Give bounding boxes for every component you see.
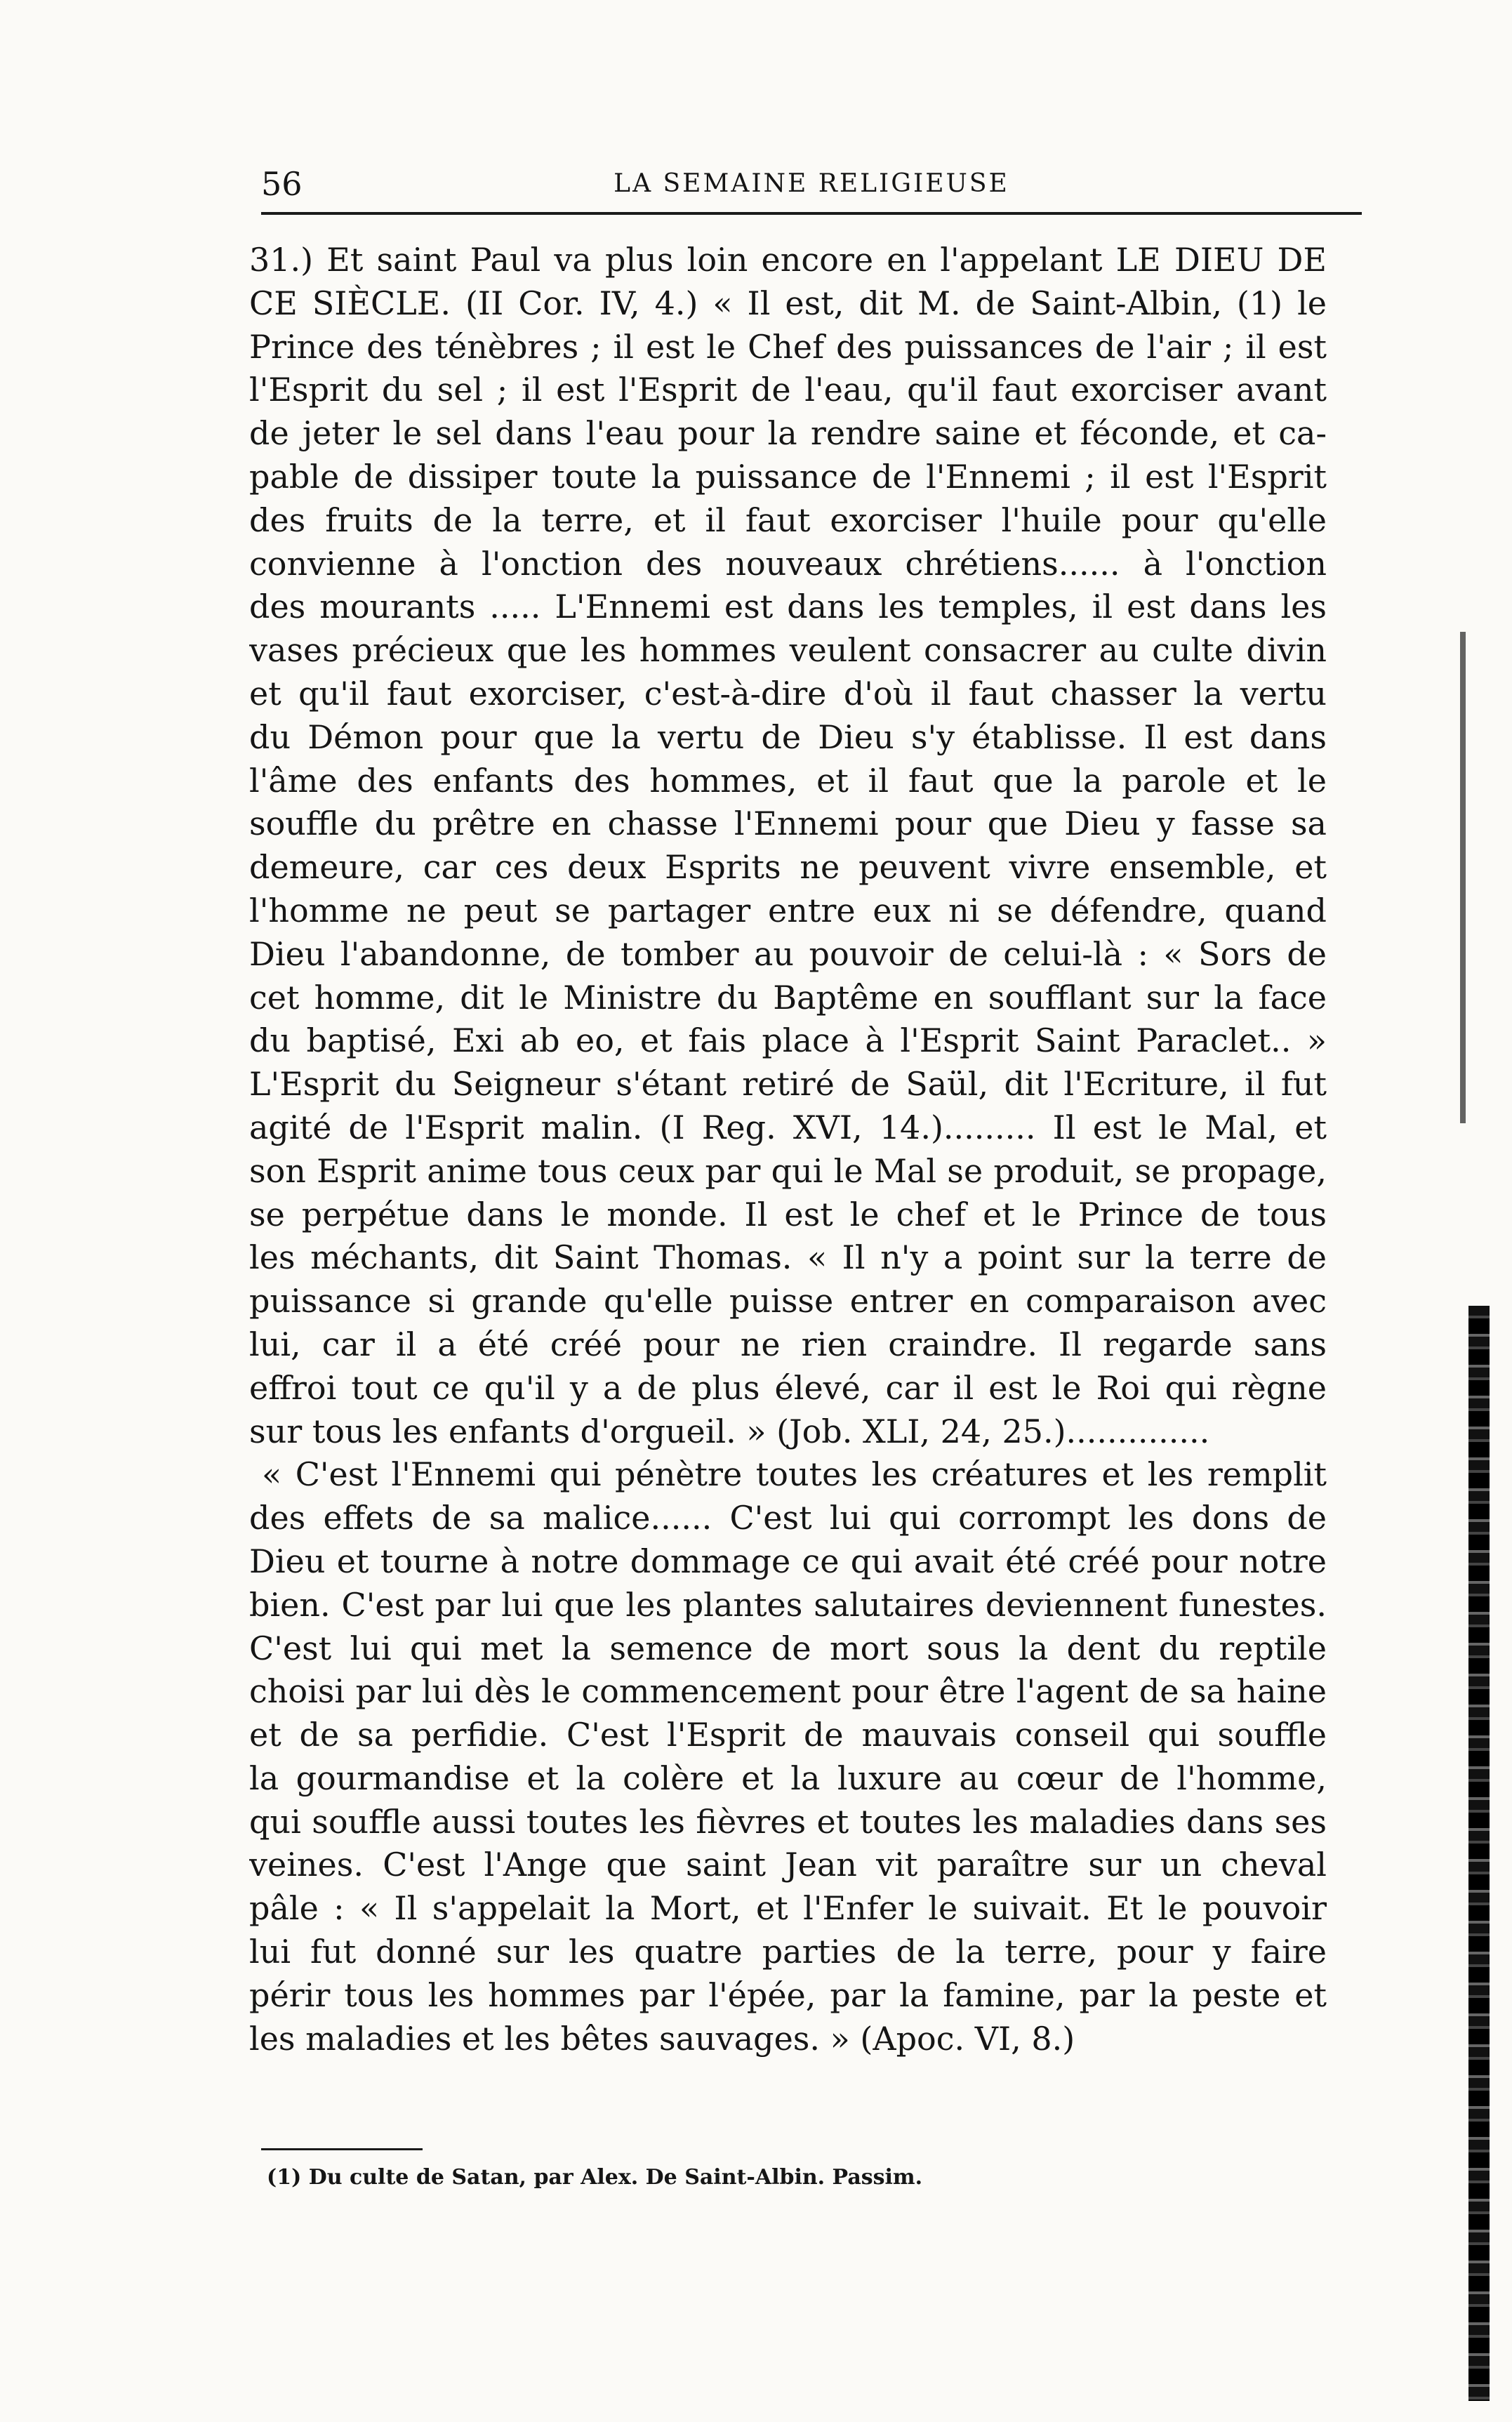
journal-title: LA SEMAINE RELIGIEUSE <box>614 169 1009 198</box>
header-rule <box>261 212 1362 215</box>
text-line: les méchants, dit Saint Thomas. « Il n'y a point sur la terre de <box>249 1238 1327 1277</box>
text-line: lui, car il a été créé pour ne rien craindre. Il regarde sans <box>249 1325 1327 1363</box>
paragraph <box>249 239 1327 1453</box>
text-line: des mourants ..... L'Ennemi est dans les temples, il est dans les <box>249 588 1327 626</box>
footnote: (1) Du culte de Satan, par Alex. De Saint-Albin. Passim. <box>267 2165 923 2190</box>
text-line: du baptisé, Exi ab eo, et fais place à l'Esprit Saint Paraclet.. » <box>249 1021 1327 1060</box>
text-line: CE SIÈCLE. (II Cor. IV, 4.) « Il est, dit M. de Saint-Albin, (1) le <box>249 284 1327 322</box>
text-line: et qu'il faut exorciser, c'est-à-dire d'où il faut chasser la vertu <box>249 674 1327 713</box>
text-line: du Démon pour que la vertu de Dieu s'y établisse. Il est dans <box>249 717 1327 756</box>
text-line: lui fut donné sur les quatre parties de la terre, pour y faire <box>249 1933 1327 1971</box>
body-text <box>249 239 1327 2060</box>
text-line: C'est lui qui met la semence de mort sous la dent du reptile <box>249 1629 1327 1667</box>
text-line: l'homme ne peut se partager entre eux ni se défendre, quand <box>249 891 1327 929</box>
text-line: Prince des ténèbres ; il est le Chef des puissances de l'air ; il est <box>249 327 1327 366</box>
footnote-rule <box>261 2148 423 2150</box>
text-line: Dieu l'abandonne, de tomber au pouvoir de celui-là : « Sors de <box>249 934 1327 973</box>
paragraph <box>249 1453 1327 2060</box>
text-line: bien. C'est par lui que les plantes salutaires deviennent funestes. <box>249 1585 1327 1624</box>
text-line: des effets de sa malice...... C'est lui qui corrompt les dons de <box>249 1499 1327 1537</box>
text-line: effroi tout ce qu'il y a de plus élevé, car il est le Roi qui règne <box>249 1368 1327 1407</box>
page-number: 56 <box>261 165 303 203</box>
text-line: périr tous les hommes par l'épée, par la famine, par la peste et <box>249 1976 1327 2014</box>
text-line: son Esprit anime tous ceux par qui le Mal se produit, se propage, <box>249 1151 1327 1190</box>
text-line: vases précieux que les hommes veulent consacrer au culte divin <box>249 631 1327 670</box>
text-line: souffle du prêtre en chasse l'Ennemi pour que Dieu y fasse sa <box>249 805 1327 843</box>
scan-edge-binding <box>1468 1306 1490 2401</box>
running-head <box>261 163 1362 205</box>
text-line: la gourmandise et la colère et la luxure au cœur de l'homme, <box>249 1759 1327 1797</box>
text-line: les maladies et les bêtes sauvages. » (Apoc. VI, 8.) <box>249 2019 1075 2058</box>
text-line: qui souffle aussi toutes les fièvres et toutes les maladies dans ses <box>249 1802 1327 1841</box>
text-line: veines. C'est l'Ange que saint Jean vit paraître sur un cheval <box>249 1846 1327 1884</box>
text-line: sur tous les enfants d'orgueil. » (Job. XLI, 24, 25.).............. <box>249 1412 1210 1450</box>
text-line: « C'est l'Ennemi qui pénètre toutes les créatures et les remplit <box>262 1455 1327 1494</box>
text-line: Dieu et tourne à notre dommage ce qui avait été créé pour notre <box>249 1542 1327 1580</box>
text-line: convienne à l'onction des nouveaux chrétiens...... à l'onction <box>249 544 1327 583</box>
text-line: puissance si grande qu'elle puisse entrer en comparaison avec <box>249 1282 1327 1321</box>
scan-edge-shadow <box>1460 632 1466 1123</box>
text-line: pable de dissiper toute la puissance de l'Ennemi ; il est l'Esprit <box>249 457 1327 496</box>
text-line: 31.) Et saint Paul va plus loin encore en l'appelant LE DIEU DE <box>249 241 1327 279</box>
text-line: se perpétue dans le monde. Il est le chef et le Prince de tous <box>249 1195 1327 1233</box>
text-line: l'Esprit du sel ; il est l'Esprit de l'eau, qu'il faut exorciser avant <box>249 371 1327 409</box>
text-line: l'âme des enfants des hommes, et il faut que la parole et le <box>249 761 1327 800</box>
text-line: de jeter le sel dans l'eau pour la rendre saine et féconde, et ca- <box>249 414 1327 453</box>
text-line: demeure, car ces deux Esprits ne peuvent vivre ensemble, et <box>249 848 1327 887</box>
text-line: pâle : « Il s'appelait la Mort, et l'Enfer le suivait. Et le pouvoir <box>249 1889 1327 1928</box>
text-line: cet homme, dit le Ministre du Baptême en soufflant sur la face <box>249 978 1327 1017</box>
text-line: et de sa perfidie. C'est l'Esprit de mauvais conseil qui souffle <box>249 1716 1327 1754</box>
text-line: choisi par lui dès le commencement pour être l'agent de sa haine <box>249 1672 1327 1711</box>
text-line: des fruits de la terre, et il faut exorciser l'huile pour qu'elle <box>249 501 1327 539</box>
text-line: agité de l'Esprit malin. (I Reg. XVI, 14.)......... Il est le Mal, et <box>249 1108 1327 1146</box>
text-line: L'Esprit du Seigneur s'étant retiré de Saül, dit l'Ecriture, il fut <box>249 1065 1327 1104</box>
